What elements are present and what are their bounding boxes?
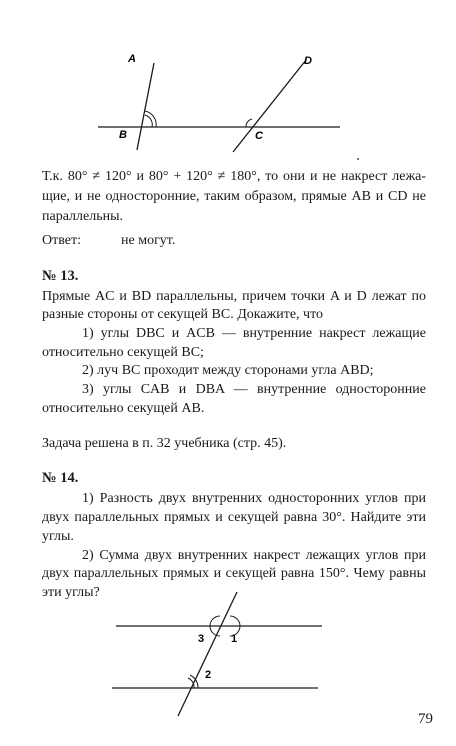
text-line: относительно секущей AB. [42, 401, 205, 416]
text-line: двух параллельных прямых и секущей равна 30°. Найдите эти [42, 510, 426, 525]
page-number: 79 [418, 711, 433, 727]
text-line: Т.к. 80° ≠ 120° и 80° + 120° ≠ 180°, то они и не накрест лежа- [42, 169, 426, 184]
label-b: B [119, 129, 127, 141]
answer-label: Ответ: [42, 233, 81, 248]
transversal [178, 592, 237, 716]
angle-arc-b [145, 115, 152, 127]
text-line: 1) Разность двух внутренних односторонних углов при [82, 491, 426, 506]
task-13-header: № 13. [42, 268, 79, 284]
dot-mark [357, 158, 359, 160]
line-cd [233, 60, 306, 152]
text-line: 2) луч BC проходит между сторонами угла ABD; [82, 363, 374, 378]
text-line: 2) Сумма двух внутренних накрест лежащих углов при [82, 548, 426, 563]
text-line: эти углы? [42, 585, 100, 600]
text-line: двух параллельных прямых и секущей равна 150°. Чему равны [42, 566, 426, 581]
answer-value: не могут. [121, 233, 176, 248]
text-line: Прямые AC и BD параллельны, причем точки A и D лежат по [42, 289, 426, 304]
angle-arc-2 [188, 678, 194, 688]
angle-label-2: 2 [205, 669, 212, 681]
label-d: D [304, 55, 312, 67]
text-line: углы. [42, 529, 74, 544]
label-a: A [128, 53, 136, 65]
text-line: параллельны. [42, 209, 123, 224]
text-line: 3) углы CAB и DBA — внутренние односторонние [82, 382, 426, 397]
line-ab [137, 63, 154, 150]
text-line: щие, и не односторонние, таким образом, прямые AB и CD не [42, 189, 426, 204]
task-13-note: Задача решена в п. 32 учебника (стр. 45). [42, 436, 287, 451]
task-14-header: № 14. [42, 470, 79, 486]
label-c: C [255, 130, 263, 142]
text-line: разные стороны от секущей BC. Докажите, что [42, 307, 324, 322]
figure-parallel-lines-transversal [0, 590, 456, 720]
text-line: 1) углы DBC и ACB — внутренние накрест лежащие [82, 326, 426, 341]
angle-label-1: 1 [231, 633, 238, 645]
figure-lines-ab-cd [0, 0, 456, 170]
text-line: относительно секущей BC; [42, 345, 204, 360]
angle-label-3: 3 [198, 633, 205, 645]
angle-arc-c [246, 119, 252, 127]
